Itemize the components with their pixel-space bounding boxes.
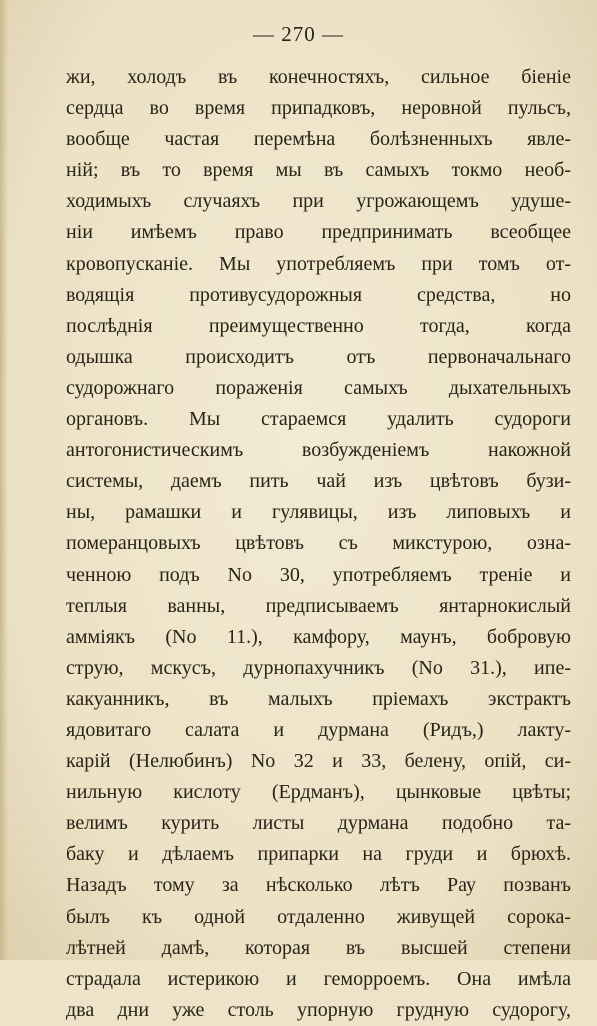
text-line: ны, рамашки и гулявицы, изъ липовыхъ и <box>66 501 571 524</box>
text-line: ядовитаго салата и дурмана (Ридъ,) лакту- <box>66 718 571 741</box>
text-line: страдала истерикою и геморроемъ. Она имѣла <box>66 967 571 990</box>
text-line: одышка происходитъ отъ первоначальнаго <box>66 345 571 368</box>
text-line: велимъ курить листы дурмана подобно та- <box>66 812 571 835</box>
text-line: баку и дѣлаемъ припарки на груди и брюхѣ. <box>66 843 571 866</box>
text-line: вообще частая перемѣна болѣзненныхъ явле- <box>66 128 571 151</box>
text-line: ній; въ то время мы въ самыхъ токмо необ- <box>66 159 571 182</box>
text-line: водящія противусудорожныя средства, но <box>66 283 571 306</box>
text-line: нильную кислоту (Ердманъ), цынковые цвѣты; <box>66 781 571 804</box>
text-line: антогонистическимъ возбужденіемъ накожной <box>66 439 571 462</box>
text-line: лѣтней дамѣ, которая въ высшей степени <box>66 936 571 959</box>
page-number: — 270 — <box>253 22 344 46</box>
text-line: два дни уже столь упорную грудную судорогу, <box>66 998 571 1021</box>
text-line: Назадъ тому за нѣсколько лѣтъ Рау позванъ <box>66 874 571 897</box>
page-edge-shadow <box>0 0 8 960</box>
text-line: какуанникъ, въ малыхъ пріемахъ экстрактъ <box>66 687 571 710</box>
text-line: ченною подъ No 30, употребляемъ треніе и <box>66 563 571 586</box>
text-line: карій (Нелюбинъ) No 32 и 33, белену, опій, си- <box>66 750 571 773</box>
text-line: системы, даемъ пить чай изъ цвѣтовъ бузи- <box>66 470 571 493</box>
text-line: кровопусканіе. Мы употребляемъ при томъ от- <box>66 252 571 275</box>
text-line: померанцовыхъ цвѣтовъ съ микстурою, озна- <box>66 532 571 555</box>
text-line: ходимыхъ случаяхъ при угрожающемъ удуше- <box>66 190 571 213</box>
text-line: амміякъ (No 11.), камфору, маунъ, бобровую <box>66 625 571 648</box>
text-line: послѣднія преимущественно тогда, когда <box>66 314 571 337</box>
text-line: сердца во время припадковъ, неровной пульсъ, <box>66 97 571 120</box>
text-line: судорожнаго пораженія самыхъ дыхательныхъ <box>66 376 571 399</box>
text-line: струю, мскусъ, дурнопахучникъ (No 31.), ипе- <box>66 656 571 679</box>
text-line: теплыя ванны, предписываемъ янтарнокислый <box>66 594 571 617</box>
text-line: жи, холодъ въ конечностяхъ, сильное біеніе <box>66 66 571 88</box>
text-line: органовъ. Мы стараемся удалить судороги <box>66 408 571 431</box>
text-line: ніи имѣемъ право предпринимать всеобщее <box>66 221 571 244</box>
text-line: былъ къ одной отдаленно живущей сорока- <box>66 905 571 928</box>
body-text <box>66 62 571 1026</box>
